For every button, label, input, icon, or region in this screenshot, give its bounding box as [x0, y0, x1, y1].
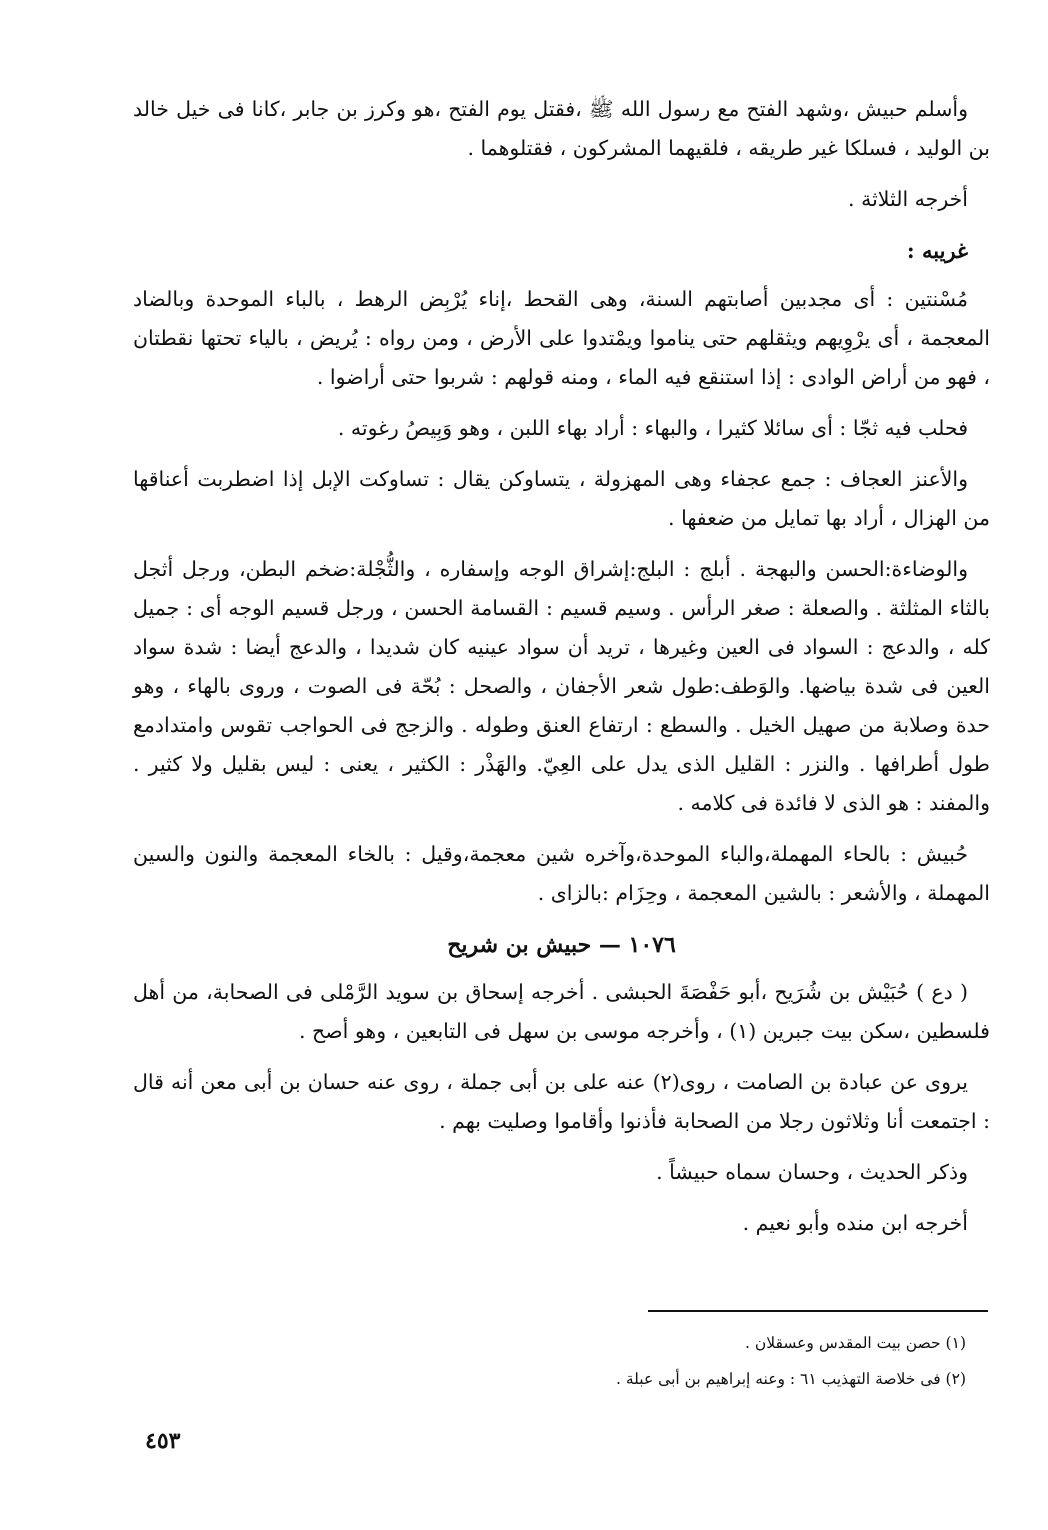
line-dhikr-alhadith: وذكر الحديث ، وحسان سماه حبيشاً .	[656, 1160, 968, 1184]
footnote-divider	[648, 1310, 988, 1312]
paragraph-yarwi: يروى عن عبادة بن الصامت ، روى(٢) عنه على بن أبى جملة ، روى عنه حسان بن أبى معن أنه قال : اجتمعت أنا وثلاثون رجلا من الصحابة فأذنوا وأقاموا وصليت بهم .	[133, 1070, 990, 1133]
footnote-2: (٢) فى خلاصة التهذيب ٦١ : وعنه إبراهيم بن أبى عبلة .	[616, 1370, 966, 1388]
footnotes	[366, 1325, 966, 1397]
paragraph-wadaa: والوضاءة:الحسن والبهجة . أبلج : البلج:إشراق الوجه وإسفاره ، والثُّجْلة:ضخم البطن، ورجل أثجل بالثاء المثلثة . والصعلة : صغر الرأس . وسيم قسيم : القسامة الحسن ، ورجل قسيم الوجه أى : جميل كله ، والدعج : السواد فى العين وغيرها ، تريد أن سواد عينيه كان شديدا ، والدعج أيضا : شدة سواد العين فى شدة بياضها. والوَطف:طول شعر الأجفان ، والصحل : بُحّة فى الصوت ، وروى بالهاء ، وهو حدة وصلابة من صهيل الخيل . والسطع : ارتفاع العنق وطوله . والزجج فى الحواجب تقوس وامتدادمع طول أطرافها . والنزر : القليل الذى يدل على العِيّ. والهَذْر : الكثير ، يعنى : ليس بقليل ولا كثير . والمفند : هو الذى لا فائدة فى كلامه .	[133, 557, 990, 815]
paragraph-fahalaba: فحلب فيه ثجّا : أى سائلا كثيرا ، والبهاء : أراد بهاء اللبن ، وهو وَبِيصُ رغوته .	[337, 416, 968, 440]
entry-title: ١٠٧٦ — حبيش بن شريح	[447, 932, 676, 958]
paragraph-aanuz: والأعنز العجاف : جمع عجفاء وهى المهزولة ، يتساوكن يقال : تساوكت الإبل إذا اضطربت أعناقها من الهزال ، أراد بها تمايل من ضعفها .	[133, 467, 990, 530]
paragraph-hubaysh-bin-shurayh: ( دع ) حُبَيْش بن شُرَيح ،أبو حَفْصَةَ الحبشى . أخرجه إسحاق بن سويد الرَّمْلى فى الصحابة، من أهل فلسطين ،سكن بيت جبرين (١) ، وأخرجه موسى بن سهل فى التابعين ، وهو أصح .	[133, 980, 990, 1043]
footnote-1: (١) حصن بيت المقدس وعسقلان .	[745, 1334, 966, 1352]
page-number: ٤٥٣	[145, 1428, 181, 1454]
paragraph-hubaysh: حُبيش : بالحاء المهملة،والباء الموحدة،وآخره شين معجمة،وقيل : بالخاء المعجمة والنون والسين المهملة ، والأشعر : بالشين المعجمة ، وحِزَام :بالزاى .	[133, 842, 990, 905]
line-akhrajahu-ibn-mandah: أخرجه ابن منده وأبو نعيم .	[742, 1211, 968, 1235]
paragraph-musnatin: مُسْنتين : أى مجدبين أصابتهم السنة، وهى القحط ،إناء يُرْبِض الرهط ، بالباء الموحدة وبالضاد المعجمة ، أى يرْوِيهم ويثقلهم حتى يناموا ويمْتدوا على الأرض ، ومن رواه : يُريض ، بالياء تحتها نقطتان ، فهو من أراض الوادى : إذا استنقع فيه الماء ، ومنه قولهم : شربوا حتى أراضوا .	[133, 287, 990, 389]
section-heading-gharibuh: غريبه :	[906, 238, 968, 263]
line-akhrajahu-thalatha: أخرجه الثلاثة .	[848, 187, 968, 211]
paragraph-intro: وأسلم حبيش ،وشهد الفتح مع رسول الله ﷺ ،فقتل يوم الفتح ،هو وكرز بن جابر ،كانا فى خيل خالد بن الوليد ، فسلكا غير طريقه ، فلقيهما المشركون ، فقتلوهما .	[133, 97, 990, 160]
